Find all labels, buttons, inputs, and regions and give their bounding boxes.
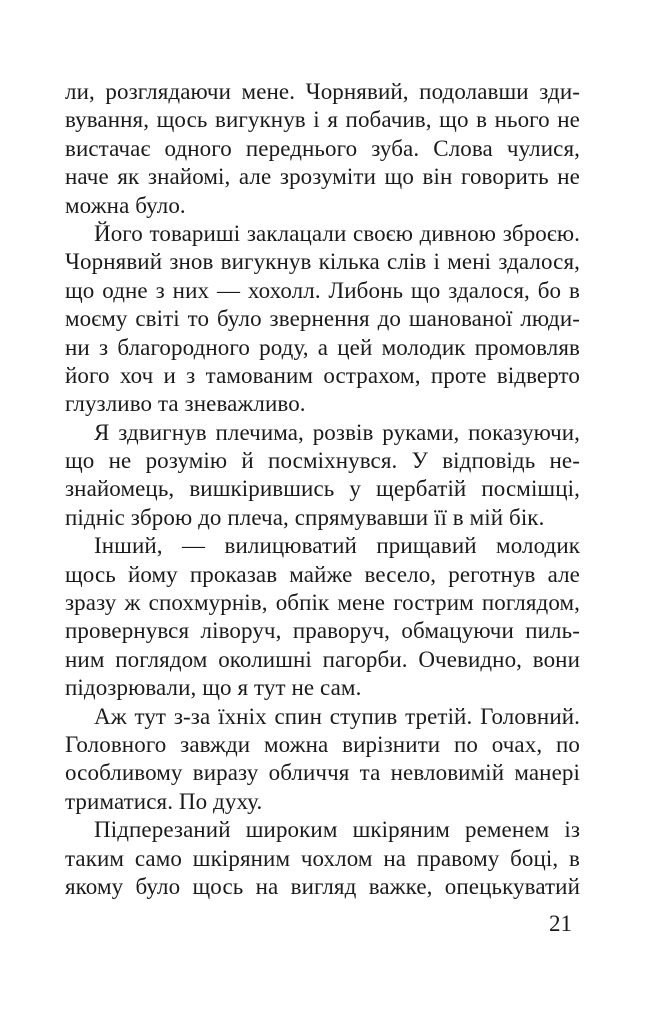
text-line: триматися. По духу. [65,788,263,814]
text-line: що не розумію й посміхнувся. У відповідь не- [65,448,580,474]
text-line: якому було щось на вигляд важке, опецькуватий [65,873,580,899]
paragraph [65,220,580,419]
page-number: 21 [549,911,572,936]
text-line: Аж тут з-за їхніх спин ступив третій. Головний. [94,703,580,729]
page-text-block [65,78,580,901]
text-line: що одне з них — хохолл. Либонь що здалося, бо в [65,277,580,303]
text-line: знайомець, вишкірившись у щербатій посмішці, [65,476,580,502]
text-line: провернувся ліворуч, праворуч, обмацуючи пиль- [65,618,580,644]
text-line: особливому виразу обличчя та невловимій манері [65,760,580,786]
paragraph [65,419,580,533]
text-line: глузливо та зневажливо. [65,391,306,417]
text-line: Підперезаний широким шкіряним ременем із [94,817,580,843]
text-line: ни з благородного роду, а цей молодик промовляв [65,334,580,360]
text-line: вування, щось вигукнув і я побачив, що в нього не [65,107,580,133]
text-line: Я здвигнув плечима, розвів руками, показуючи, [94,419,580,445]
text-line: Головного завжди можна вирізнити по очах, по [65,731,580,757]
text-line: наче як знайомі, але зрозуміти що він говорить не [65,164,580,190]
text-line: моєму світі то було звернення до шанованої люди- [65,306,580,332]
text-line: щось йому проказав майже весело, реготнув але [65,561,580,587]
text-line: Його товариші заклацали своєю дивною зброєю. [94,220,580,246]
text-line: підніс зброю до плеча, спрямувавши її в мій бік. [65,504,545,530]
text-line: Інший, — вилицюватий прищавий молодик [94,533,580,559]
paragraph [65,816,580,901]
text-line: підозрювали, що я тут не сам. [65,675,362,701]
text-line: вистачає одного переднього зуба. Слова чулися, [65,135,580,161]
text-line: таким само шкіряним чохлом на правому боці, в [65,845,580,871]
paragraph [65,78,580,220]
text-line: ли, розглядаючи мене. Чорнявий, подолавши зди- [65,79,580,104]
text-line: зразу ж спохмурнів, обпік мене гострим поглядом, [65,590,580,616]
text-line: ним поглядом околишні пагорби. Очевидно, вони [65,646,580,672]
text-line: Чорнявий знов вигукнув кілька слів і мені здалося, [65,249,580,275]
paragraph [65,532,580,702]
text-line: можна було. [65,192,186,218]
paragraph [65,703,580,817]
text-line: його хоч и з тамованим острахом, проте відверто [65,362,580,388]
